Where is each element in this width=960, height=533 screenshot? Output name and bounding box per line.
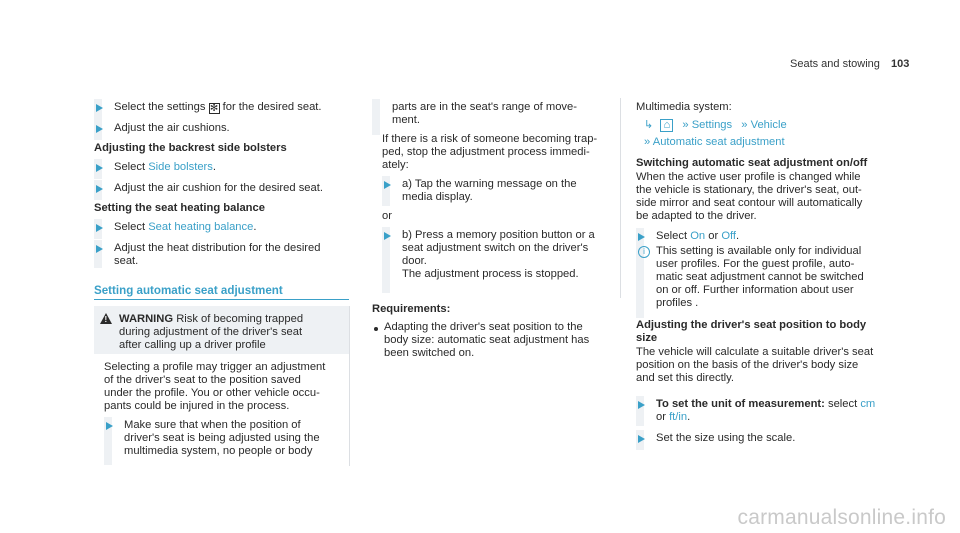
- warning-line-1: WARNING Risk of becoming trapped: [119, 313, 304, 325]
- step-arrow-icon: [638, 435, 645, 443]
- step-arrow-icon: [638, 401, 645, 409]
- page-number: 103: [890, 58, 910, 70]
- step-bar: [372, 99, 380, 135]
- warning-line-2: during adjustment of the driver's seat: [119, 326, 303, 338]
- req-l3: been switched on.: [384, 347, 475, 359]
- section-rule: [94, 299, 349, 300]
- page-header: [790, 58, 909, 72]
- header-section: Seats and stowing: [790, 58, 880, 70]
- step-adjust-cushion: Adjust the air cushion for the desired seat.: [114, 182, 323, 194]
- multimedia-label: Multimedia system:: [636, 101, 732, 113]
- step-arrow-icon: [96, 245, 103, 253]
- nav-settings[interactable]: Settings: [691, 119, 733, 131]
- step-arrow-icon: [96, 104, 103, 112]
- p1-l1: When the active user profile is changed while: [636, 171, 861, 183]
- warning-body-l4: pants could be injured in the process.: [104, 400, 290, 412]
- heading-switching: Switching automatic seat adjustment on/off: [636, 157, 868, 169]
- requirements-heading: Requirements:: [372, 303, 451, 315]
- trap-l2: ped, stop the adjustment process immedi-: [382, 146, 590, 158]
- option-ft-in[interactable]: ft/in: [669, 411, 688, 423]
- option-on[interactable]: On: [690, 230, 706, 242]
- info-icon: i: [638, 246, 650, 258]
- chevron-right-icon: »: [741, 119, 748, 131]
- home-icon[interactable]: ⌂: [660, 119, 673, 132]
- chevron-right-icon: »: [682, 119, 689, 131]
- option-b-l4: The adjustment process is stopped.: [402, 268, 579, 280]
- note-l1: This setting is available only for individual: [656, 245, 862, 257]
- warning-step-l2: driver's seat is being adjusted using the: [124, 432, 320, 444]
- warning-body-l1: Selecting a profile may trigger an adjustment: [104, 361, 326, 373]
- cont-l1: parts are in the seat's range of move-: [392, 101, 577, 113]
- req-l1: Adapting the driver's seat position to the: [384, 321, 583, 333]
- warning-line-3: after calling up a driver profile: [119, 339, 266, 351]
- step-arrow-icon: [96, 164, 103, 172]
- step-arrow-icon: [96, 224, 103, 232]
- warning-body-l2: of the driver's seat to the position saved: [104, 374, 301, 386]
- step-select-settings: Select the settings ✻ for the desired seat.: [114, 101, 322, 114]
- option-b-l1: b) Press a memory position button or a: [402, 229, 595, 241]
- p2-l1: The vehicle will calculate a suitable driver's seat: [636, 346, 874, 358]
- cont-l2: ment.: [392, 114, 420, 126]
- step-arrow-icon: [384, 181, 391, 189]
- heading-seat-heating-balance: Setting the seat heating balance: [94, 202, 265, 214]
- link-side-bolsters[interactable]: Side bolsters: [148, 161, 213, 173]
- return-arrow-icon: ↳: [644, 119, 654, 131]
- heading-body-size-l2: size: [636, 332, 658, 344]
- option-off[interactable]: Off: [721, 230, 737, 242]
- p2-l3: and set this directly.: [636, 372, 735, 384]
- link-seat-heating-balance[interactable]: Seat heating balance: [148, 221, 254, 233]
- step-bar: [636, 228, 644, 318]
- option-b-l2: seat adjustment switch on the driver's: [402, 242, 589, 254]
- p1-l3: side mirror and seat contour will automatically: [636, 197, 863, 209]
- step-arrow-icon: [96, 125, 103, 133]
- p1-l2: the vehicle is stationary, the driver's seat, out-: [636, 184, 862, 196]
- unit-step-l1: To set the unit of measurement: select cm: [656, 398, 876, 410]
- scale-step: Set the size using the scale.: [656, 432, 796, 444]
- note-l2: user profiles. For the guest profile, auto-: [656, 258, 855, 270]
- warning-icon: !: [100, 313, 112, 324]
- step-arrow-icon: [106, 422, 113, 430]
- bullet: [374, 327, 378, 331]
- option-cm[interactable]: cm: [860, 398, 876, 410]
- chevron-right-icon: »: [644, 136, 651, 148]
- or-text: or: [382, 210, 392, 222]
- heading-backrest-bolsters: Adjusting the backrest side bolsters: [94, 142, 287, 154]
- note-l5: profiles .: [656, 297, 699, 309]
- watermark: carmanualsonline.info: [737, 506, 946, 530]
- note-l3: matic seat adjustment cannot be switched: [656, 271, 864, 283]
- nav-path: [644, 119, 787, 133]
- nav-path-2: [644, 136, 785, 150]
- warning-step-l1: Make sure that when the position of: [124, 419, 301, 431]
- p1-l4: be adapted to the driver.: [636, 210, 757, 222]
- section-title: Setting automatic seat adjustment: [94, 284, 283, 297]
- req-l2: body size: automatic seat adjustment has: [384, 334, 590, 346]
- warning-step-l3: multimedia system, no people or body: [124, 445, 313, 457]
- step-arrow-icon: [384, 232, 391, 240]
- gear-icon: ✻: [209, 103, 219, 114]
- step-adjust-heat-l2: seat.: [114, 255, 139, 267]
- step-adjust-cushions: Adjust the air cushions.: [114, 122, 230, 134]
- trap-l3: ately:: [382, 159, 409, 171]
- trap-l1: If there is a risk of someone becoming trap-: [382, 133, 598, 145]
- option-b-l3: door.: [402, 255, 427, 267]
- step-select-side-bolsters: Select Side bolsters.: [114, 161, 216, 173]
- p2-l2: position on the basis of the driver's body size: [636, 359, 859, 371]
- step-adjust-heat-l1: Adjust the heat distribution for the desired: [114, 242, 321, 254]
- step-select-on-off: Select On or Off.: [656, 230, 740, 242]
- heading-body-size-l1: Adjusting the driver's seat position to body: [636, 319, 867, 331]
- option-a-l1: a) Tap the warning message on the: [402, 178, 577, 190]
- warning-body-l3: under the profile. You or other vehicle occu-: [104, 387, 320, 399]
- step-arrow-icon: [638, 233, 645, 241]
- nav-vehicle[interactable]: Vehicle: [750, 119, 787, 131]
- unit-step-l2: or ft/in.: [656, 411, 691, 423]
- note-l4: on or off. Further information about user: [656, 284, 854, 296]
- step-select-seat-heating: Select Seat heating balance.: [114, 221, 257, 233]
- nav-automatic-seat-adjustment[interactable]: Automatic seat adjustment: [652, 136, 785, 148]
- step-arrow-icon: [96, 185, 103, 193]
- option-a-l2: media display.: [402, 191, 473, 203]
